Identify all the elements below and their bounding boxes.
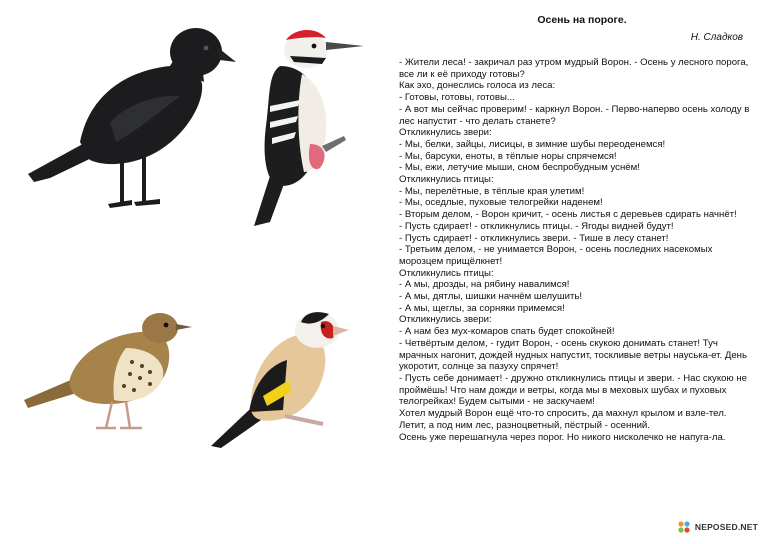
story-title: Осень на пороге. xyxy=(537,14,627,26)
logo-text: NEPOSED.NET xyxy=(694,522,758,532)
story-line: Откликнулись звери: xyxy=(399,314,492,326)
story-line: Откликнулись птицы: xyxy=(399,174,494,186)
story-panel xyxy=(399,14,751,443)
story-line: - А нам без мух-комаров спать будет спокойней! xyxy=(399,326,615,338)
story-line: - Мы, оседлые, пуховые телогрейки наденем! xyxy=(399,197,603,209)
woodpecker-illustration xyxy=(240,26,370,231)
story-line: - Готовы, готовы, готовы... xyxy=(399,92,515,104)
story-line: Осень уже перешагнула через порог. Но никого нисколечко не напуга-ла. xyxy=(399,431,726,443)
story-line: - Жители леса! - закричал раз утром мудрый Ворон. - Осень у лесного порога, все ли к её приходу готовы? xyxy=(399,57,749,80)
story-line: - Третьим делом, - не унимается Ворон, - осень последних насекомых морозцем прищёлкнет! xyxy=(399,244,713,267)
story-line: Хотел мудрый Ворон ещё что-то спросить, да махнул крылом и взле-тел. xyxy=(399,408,727,420)
story-line: - А мы, дятлы, шишки начнём шелушить! xyxy=(399,291,583,303)
story-line: - А мы, щеглы, за сорняки примемся! xyxy=(399,302,565,314)
story-line: - Мы, ежи, летучие мыши, сном беспробудным уснём! xyxy=(399,162,640,174)
story-line: - Пусть себе донимает! - дружно откликнулись птицы и звери. - Нас скукою не проймёшь! Что нам дожди и ветры, когда мы в меховых шубах и пуховых телогрейках! Будем сытыми - не заскучаем! xyxy=(399,372,747,408)
story-line: - Четвёртым делом, - гудит Ворон, - осень скукою донимать станет! Туч мрачных нагонит, дождей нудных напустит, тоскливые ветры науська-ет. День укоротит, солнце за пазуху спрячет! xyxy=(399,337,747,373)
story-line: - Пусть сдирает! - откликнулись птицы. - Ягоды видней будут! xyxy=(399,220,674,232)
story-author: Н. Сладков xyxy=(690,32,743,43)
story-line: - Вторым делом, - Ворон кричит, - осень листья с деревьев сдирать начнёт! xyxy=(399,209,737,221)
logo-icon xyxy=(677,520,691,534)
story-line: - Мы, барсуки, еноты, в тёплые норы спрячемся! xyxy=(399,150,617,162)
story-body xyxy=(399,57,751,443)
goldfinch-illustration xyxy=(205,300,355,450)
story-line: Откликнулись звери: xyxy=(399,127,492,139)
song-thrush-illustration xyxy=(20,308,200,438)
story-line: - А вот мы сейчас проверим! - каркнул Ворон. - Перво-наперво осень холоду в лес напустит - что делать станете? xyxy=(399,103,750,127)
story-line: Откликнулись птицы: xyxy=(399,267,494,279)
story-line: - Мы, перелётные, в тёплые края улетим! xyxy=(399,185,585,197)
story-line: - А мы, дрозды, на рябину навалимся! xyxy=(399,279,570,291)
story-line: - Пусть сдирает! - откликнулись звери. - Тише в лесу станет! xyxy=(399,232,669,244)
story-line: Как эхо, донеслись голоса из леса: xyxy=(399,80,556,92)
neposed-logo xyxy=(677,520,758,534)
story-line: Летит, а под ним лес, разноцветный, пёстрый - осенний. xyxy=(399,419,650,431)
story-line: - Мы, белки, зайцы, лисицы, в зимние шубы переоденемся! xyxy=(399,138,666,150)
crow-illustration xyxy=(20,22,240,217)
